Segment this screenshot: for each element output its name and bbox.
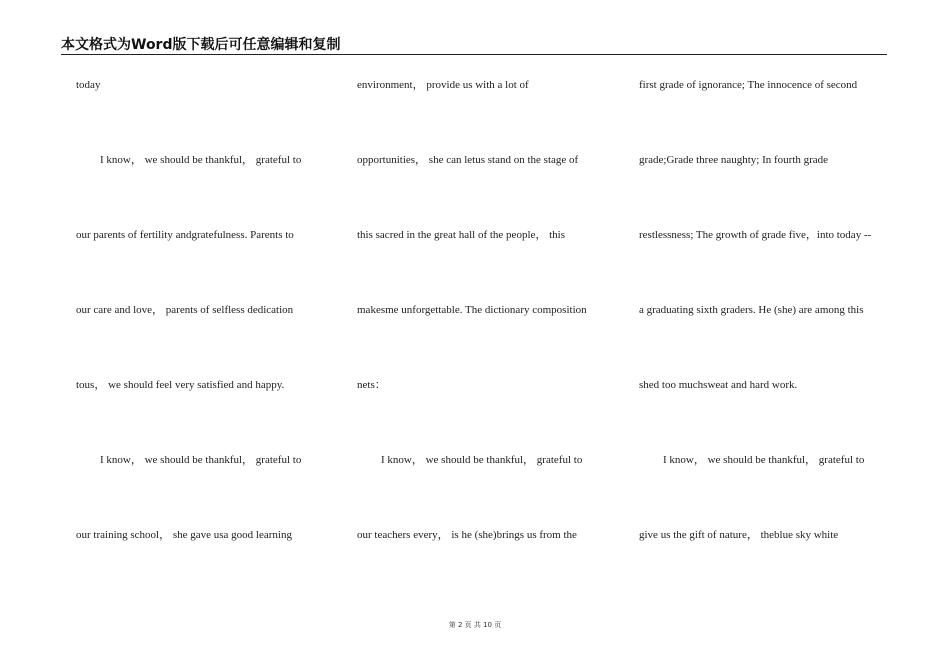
page-number-footer: 第 2 页 共 10 页 [448,621,502,629]
text-column-2 [357,75,607,600]
text-line: environment， provide us with a lot of [357,79,529,91]
text-line: our training school， she gave usa good learning [76,529,292,541]
text-line: grade;Grade three naughty; In fourth grade [639,154,829,166]
text-line: restlessness; The growth of grade five，into today -- [639,229,872,241]
text-line: our parents of fertility andgratefulness. Parents to [76,229,294,241]
text-line: I know， we should be thankful， grateful to [100,454,302,466]
text-line: shed too muchsweat and hard work. [639,379,798,391]
document-header-title: 本文格式为Word版下载后可任意编辑和复制 [61,37,341,53]
text-line: nets： [357,379,386,391]
text-line: this sacred in the great hall of the people， this [357,229,566,241]
text-column-3 [639,75,889,600]
text-line: give us the gift of nature， theblue sky white [639,529,839,541]
text-line: I know， we should be thankful， grateful to [381,454,583,466]
text-line: first grade of ignorance; The innocence of second [639,79,858,91]
text-line: our care and love， parents of selfless dedication [76,304,294,316]
text-line: our teachers every， is he (she)brings us from the [357,529,577,541]
text-line: a graduating sixth graders. He (she) are among this [639,304,864,316]
text-line: today [76,79,101,91]
text-column-1 [76,75,326,600]
text-line: opportunities， she can letus stand on the stage of [357,154,579,166]
header-divider [61,54,887,55]
text-line: I know， we should be thankful， grateful to [663,454,865,466]
text-line: I know， we should be thankful， grateful to [100,154,302,166]
text-line: tous， we should feel very satisfied and happy. [76,379,285,391]
text-line: makesme unforgettable. The dictionary composition [357,304,587,316]
